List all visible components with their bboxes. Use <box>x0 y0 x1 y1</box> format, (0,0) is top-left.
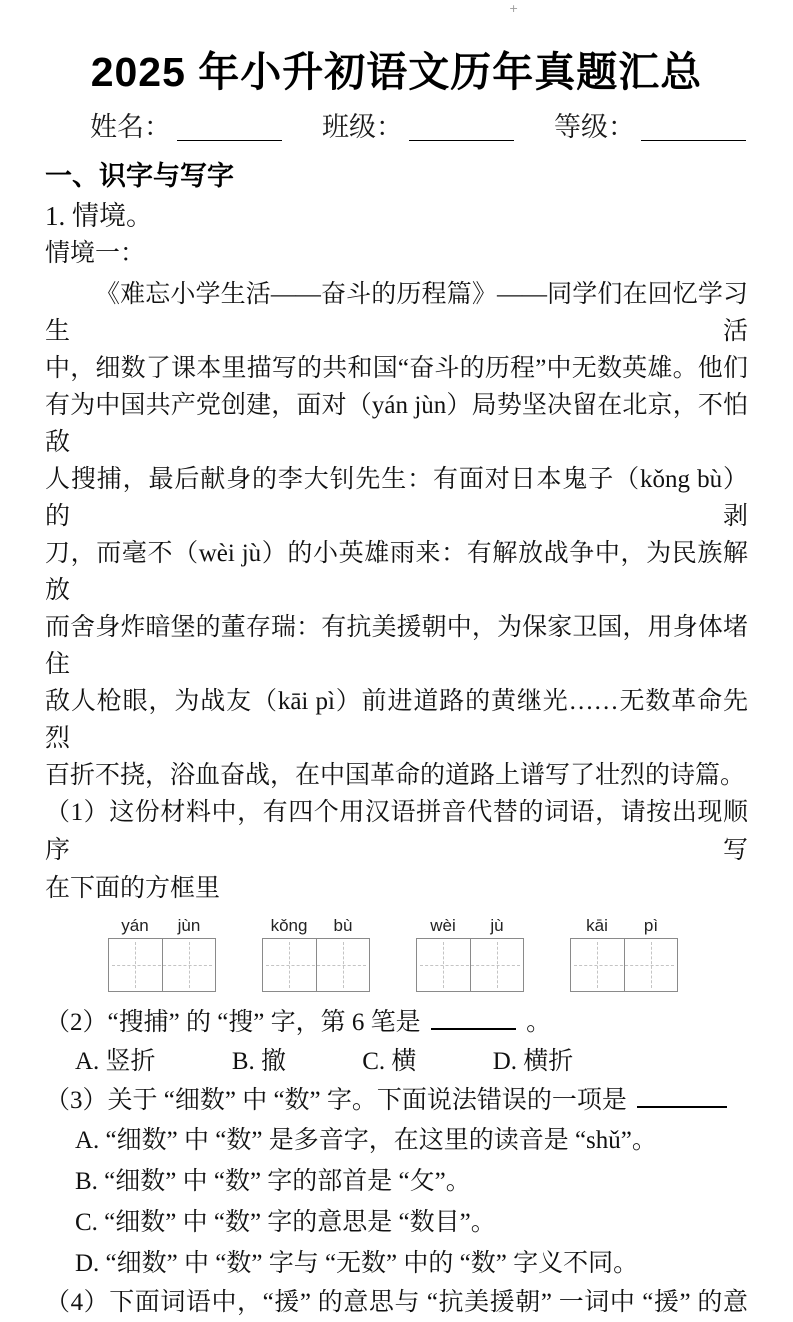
pinyin-group-kaipi <box>570 916 678 992</box>
sub-question-3-text: （3）关于 “细数” 中 “数” 字。下面说法错误的一项是 <box>45 1087 627 1115</box>
writing-box-pair <box>108 938 216 992</box>
passage-line: 《难忘小学生活——奋斗的历程篇》——同学们在回忆学习生活 <box>45 281 748 346</box>
option-b: B. 撤 <box>231 1048 286 1076</box>
pinyin-writing-grid <box>108 916 748 992</box>
pinyin-group-yanjun <box>108 916 216 992</box>
pinyin-labels <box>108 916 216 936</box>
pinyin-labels <box>262 916 370 936</box>
sub-question-2-period: 。 <box>526 1009 552 1037</box>
passage-line: 人搜捕，最后献身的李大钊先生：有面对日本鬼子（kǒng bù）的剥 <box>45 466 748 531</box>
option-a: A. 竖折 <box>75 1048 156 1076</box>
page-title: 2025 年小升初语文历年真题汇总 <box>90 49 703 95</box>
sub-question-1-prompt-line2: 在下面的方框里 <box>45 875 221 903</box>
student-grade-blank <box>641 114 746 141</box>
question-1-number: 1. 情境。 <box>45 201 153 232</box>
crop-mark-icon: + <box>509 2 519 15</box>
student-name-label: 姓名： <box>90 112 171 143</box>
student-class-field <box>322 110 514 144</box>
option-a: A. “细数” 中 “数” 是多音字，在这里的读音是 “shǔ”。 <box>75 1127 657 1155</box>
option-c: C. 横 <box>362 1048 417 1076</box>
option-d: D. 横折 <box>492 1048 574 1076</box>
writing-cell <box>263 939 316 991</box>
passage-line: 百折不挠，浴血奋战，在中国革命的道路上谱写了壮烈的诗篇。 <box>45 762 746 790</box>
sub-question-4-prompt: （4）下面词语中，“援” 的意思与 “抗美援朝” 一词中 “援” 的意 <box>45 1289 748 1317</box>
sub-question-2-text: （2）“搜捕” 的 “搜” 字，第 6 笔是 <box>45 1009 421 1037</box>
pinyin-labels <box>570 916 678 936</box>
pinyin-labels <box>416 916 524 936</box>
sub-question-2-options <box>75 1042 748 1082</box>
pinyin-syllable: kāi <box>586 916 608 936</box>
pinyin-syllable: bù <box>333 916 353 936</box>
student-name-field <box>90 110 282 144</box>
pinyin-group-kongbu <box>262 916 370 992</box>
reading-passage <box>45 276 748 794</box>
answer-blank <box>637 1083 727 1108</box>
student-class-blank <box>409 114 514 141</box>
writing-cell <box>417 939 470 991</box>
writing-cell <box>624 939 678 991</box>
passage-line: 中，细数了课本里描写的共和国“奋斗的历程”中无数英雄。他们 <box>45 355 748 383</box>
passage-line: 有为中国共产党创建，面对（yán jùn）局势坚决留在北京，不怕敌 <box>45 392 748 457</box>
sub-question-3-prompt <box>45 1082 748 1120</box>
passage-line: 敌人枪眼，为战友（kāi pì）前进道路的黄继光……无数革命先烈 <box>45 688 748 753</box>
student-info-row <box>45 110 748 144</box>
student-grade-field <box>554 110 746 144</box>
pinyin-syllable: wèi <box>430 916 456 936</box>
answer-blank <box>431 1005 516 1030</box>
pinyin-syllable: jùn <box>177 916 201 936</box>
pinyin-group-weiju <box>416 916 524 992</box>
option-b: B. “细数” 中 “数” 字的部首是 “攵”。 <box>75 1168 471 1196</box>
pinyin-syllable: jù <box>490 916 504 936</box>
sub-question-2-prompt <box>45 1004 748 1042</box>
page-content <box>0 110 793 1322</box>
writing-cell <box>162 939 216 991</box>
passage-line: 刀，而毫不（wèi jù）的小英雄雨来：有解放战争中，为民族解放 <box>45 540 748 605</box>
student-name-blank <box>177 114 282 141</box>
pinyin-syllable: kǒng <box>270 916 308 936</box>
writing-box-pair <box>416 938 524 992</box>
student-grade-label: 等级： <box>554 112 635 143</box>
writing-cell <box>571 939 624 991</box>
sub-question-1-prompt-line1: （1）这份材料中，有四个用汉语拼音代替的词语，请按出现顺序写 <box>45 799 748 865</box>
writing-box-pair <box>262 938 370 992</box>
pinyin-syllable: pì <box>643 916 659 936</box>
writing-box-pair <box>570 938 678 992</box>
writing-cell <box>470 939 524 991</box>
passage-line: 而舍身炸暗堡的董存瑞：有抗美援朝中，为保家卫国，用身体堵住 <box>45 614 748 679</box>
pinyin-syllable: yán <box>121 916 149 936</box>
option-d: D. “细数” 中 “数” 字与 “无数” 中的 “数” 字义不同。 <box>75 1250 639 1278</box>
section-heading: 一、识字与写字 <box>45 161 234 192</box>
writing-cell <box>316 939 370 991</box>
writing-cell <box>109 939 162 991</box>
scenario-label: 情境一： <box>45 240 146 268</box>
option-c: C. “细数” 中 “数” 字的意思是 “数目”。 <box>75 1209 496 1237</box>
sub-question-3-options <box>45 1120 748 1284</box>
student-class-label: 班级： <box>322 112 403 143</box>
